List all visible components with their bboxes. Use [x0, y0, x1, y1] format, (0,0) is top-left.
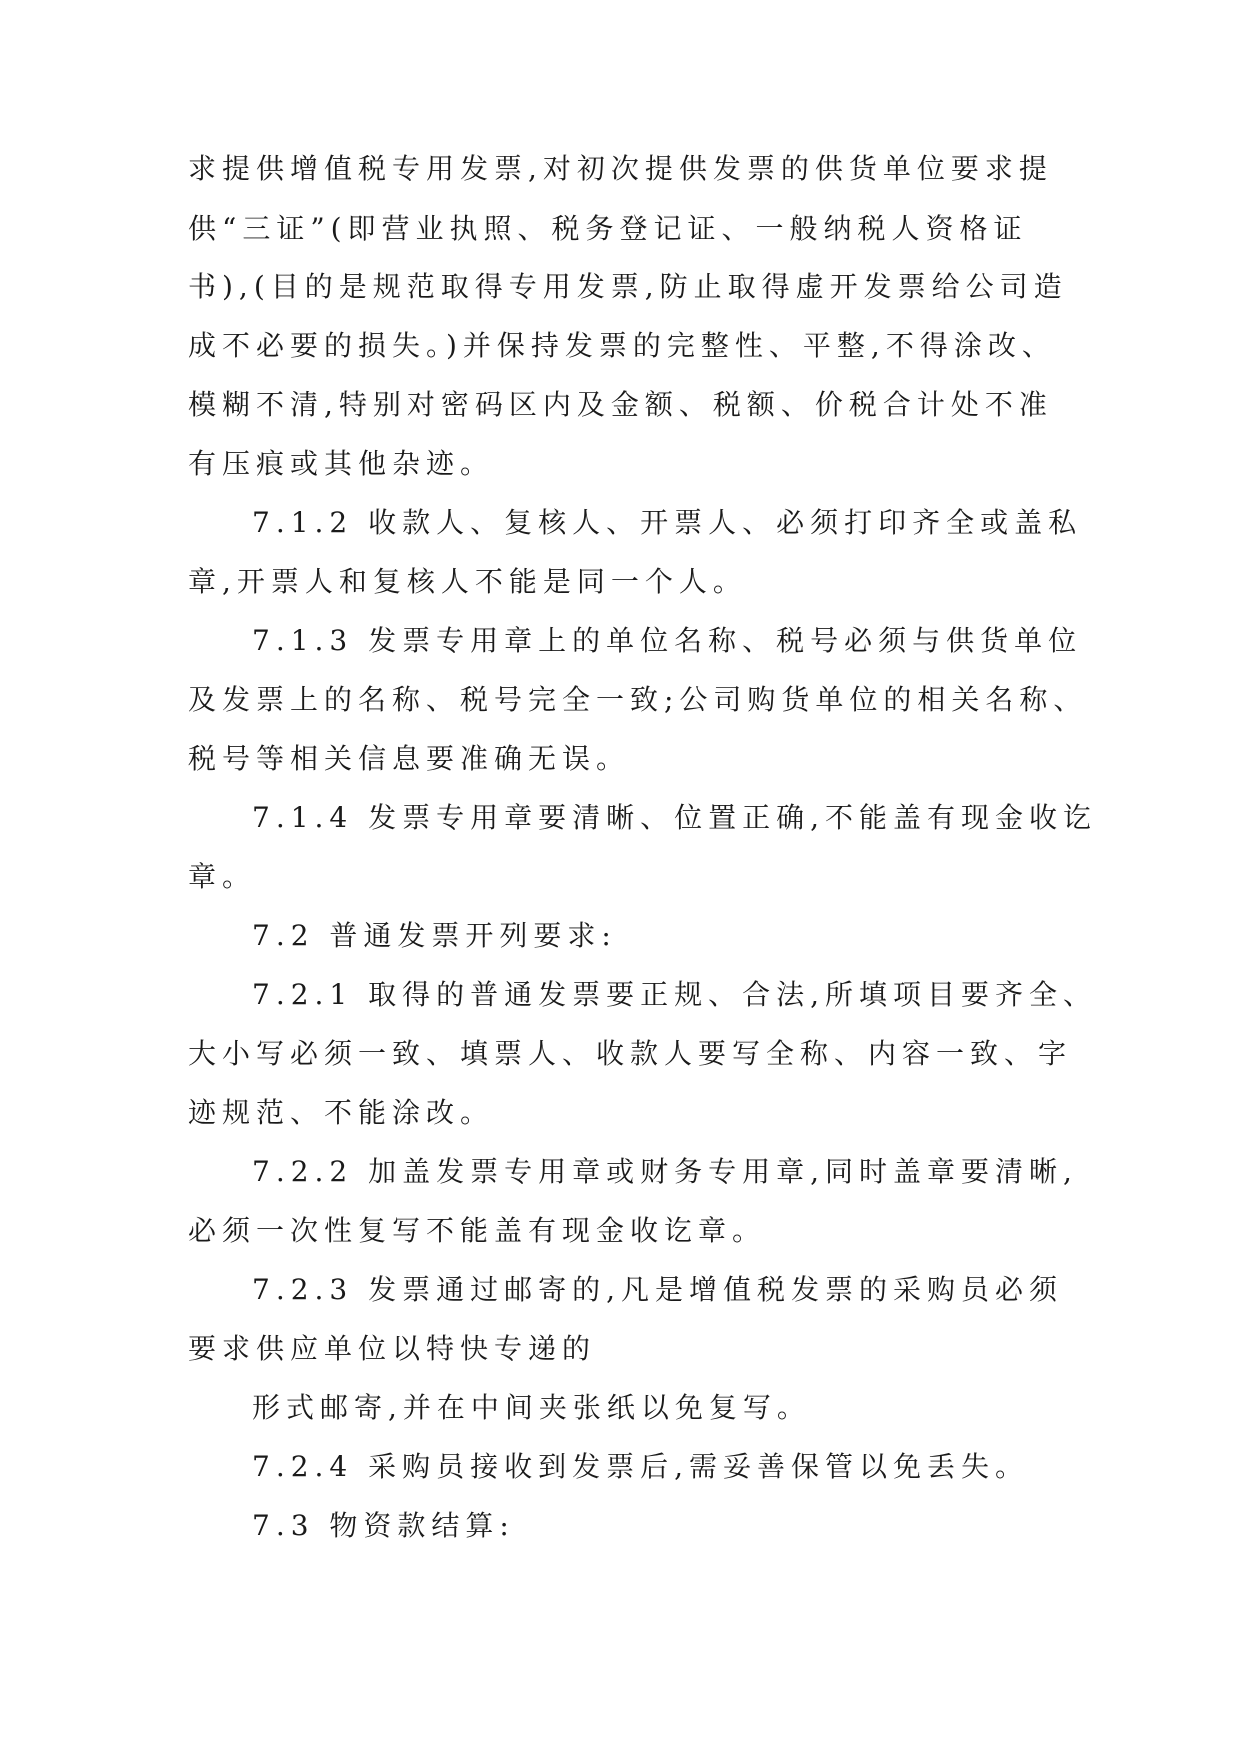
- body-text-line: 成不必要的损失。)并保持发票的完整性、平整,不得涂改、: [188, 329, 1056, 362]
- body-text-line: 迹规范、不能涂改。: [188, 1096, 495, 1129]
- section-7-1-4-heading-line: 7.1.4 发票专用章要清晰、位置正确,不能盖有现金收讫: [252, 801, 1098, 834]
- body-text-line: 供“三证”(即营业执照、税务登记证、一般纳税人资格证: [188, 212, 1028, 245]
- section-7-1-3-heading-line: 7.1.3 发票专用章上的单位名称、税号必须与供货单位: [252, 624, 1083, 657]
- body-text-line: 形式邮寄,并在中间夹张纸以免复写。: [252, 1391, 811, 1424]
- body-text-line: 及发票上的名称、税号完全一致;公司购货单位的相关名称、: [188, 683, 1088, 716]
- body-text-line: 章。: [188, 860, 257, 893]
- body-text-line: 要求供应单位以特快专递的: [188, 1332, 597, 1365]
- section-7-3-heading: 7.3 物资款结算:: [252, 1509, 515, 1542]
- body-text-line: 必须一次性复写不能盖有现金收讫章。: [188, 1214, 767, 1247]
- section-7-2-heading: 7.2 普通发票开列要求:: [252, 919, 617, 952]
- body-text-line: 模糊不清,特别对密码区内及金额、税额、价税合计处不准: [188, 388, 1053, 421]
- section-7-1-2-heading-line: 7.1.2 收款人、复核人、开票人、必须打印齐全或盖私: [252, 506, 1083, 539]
- body-text-line: 有压痕或其他杂迹。: [188, 447, 495, 480]
- section-7-2-2-heading-line: 7.2.2 加盖发票专用章或财务专用章,同时盖章要清晰,: [252, 1155, 1078, 1188]
- body-text-line: 书),(目的是规范取得专用发票,防止取得虚开发票给公司造: [188, 270, 1068, 303]
- body-text-line: 求提供增值税专用发票,对初次提供发票的供货单位要求提: [188, 152, 1053, 185]
- body-text-line: 税号等相关信息要准确无误。: [188, 742, 631, 775]
- section-7-2-4-heading-line: 7.2.4 采购员接收到发票后,需妥善保管以免丢失。: [252, 1450, 1030, 1483]
- body-text-line: 章,开票人和复核人不能是同一个人。: [188, 565, 747, 598]
- section-7-2-1-heading-line: 7.2.1 取得的普通发票要正规、合法,所填项目要齐全、: [252, 978, 1098, 1011]
- body-text-line: 大小写必须一致、填票人、收款人要写全称、内容一致、字: [188, 1037, 1073, 1070]
- section-7-2-3-heading-line: 7.2.3 发票通过邮寄的,凡是增值税发票的采购员必须: [252, 1273, 1064, 1306]
